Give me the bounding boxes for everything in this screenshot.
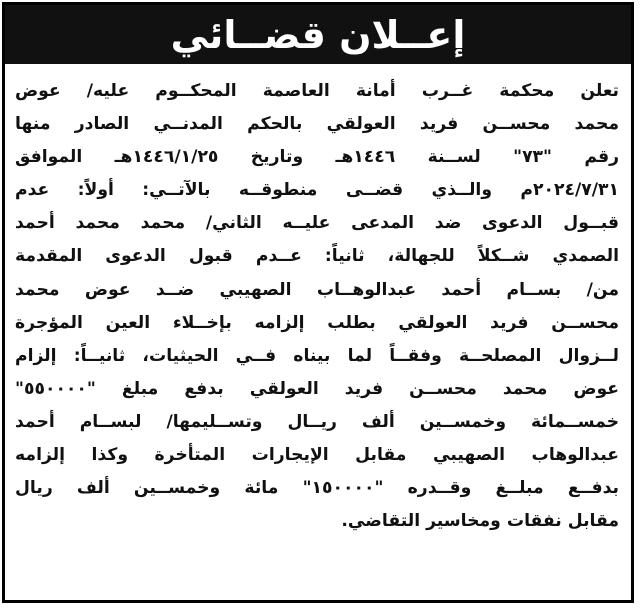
- notice-line: مقابل نفقات ومخاسير التقاضي.: [341, 511, 619, 532]
- legal-notice: [2, 2, 634, 603]
- notice-line: الصمدي شــكلاً للجهالة، ثانياً: عــدم قبول الدعوى المقدمة: [15, 246, 619, 267]
- notice-title: إعــلان قضــائي: [170, 12, 466, 57]
- notice-line: تعلن محكمة غــرب أمانة العاصمة المحكــوم عليه/ عوض: [15, 81, 619, 101]
- notice-body: [15, 75, 619, 538]
- notice-line: عبدالوهاب الصهيبي مقابل الإيجارات المتأخرة وكذا إلزامه: [15, 445, 619, 466]
- notice-line: محســن فريد العولقي بطلب إلزامه بإخــلاء العين المؤجرة: [15, 312, 619, 333]
- notice-line: من/ بســام أحمد عبدالوهــاب الصهيبي ضــد عوض محمد: [15, 279, 619, 300]
- notice-line: خمســمائة وخمســين ألف ريــال وتســليمها/ لبســام أحمد: [15, 411, 619, 432]
- notice-line: لــزوال المصلحــة وفقــاً لما بيناه فــي الحيثيات، ثانيــاً: إلزام: [15, 345, 619, 366]
- notice-header-bar: [5, 5, 631, 64]
- notice-line: عوض محمد محســن فريد العولقي بدفع مبلغ "٥٥٠٠٠٠": [15, 378, 619, 399]
- notice-line: ٢٠٢٤/٧/٣١م والــذي قضــى منطوقــه بالآتــي: أولاً: عدم: [15, 180, 619, 201]
- notice-line: محمد محســن فريد العولقي بالحكم المدنــي الصادر منها: [15, 114, 619, 135]
- notice-line: قبــول الدعوى ضد المدعى عليــه الثاني/ محمد محمد أحمد: [15, 213, 619, 234]
- notice-line: رقم "٧٣" لســنة ١٤٤٦هـ وتاريخ ١٤٤٦/١/٢٥هـ الموافق: [15, 147, 619, 168]
- notice-line: بدفــع مبلــغ وقــدره "١٥٠٠٠٠" مائة وخمســين ألف ريال: [15, 478, 619, 499]
